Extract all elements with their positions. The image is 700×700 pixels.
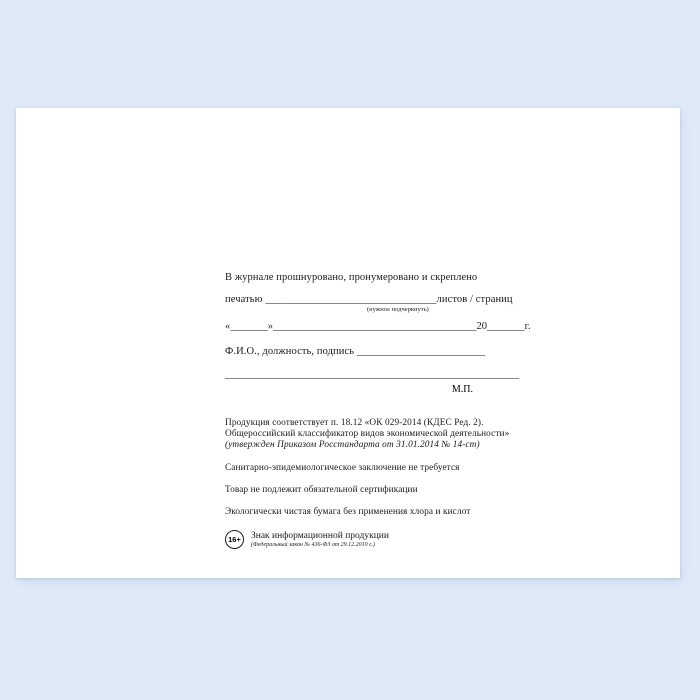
- certification-note: Товар не подлежит обязательной сертификации: [225, 485, 418, 495]
- okved-line-1: Продукция соответствует п. 18.12 «ОК 029-2014 (КДЕС Ред. 2).: [225, 418, 484, 428]
- journal-date-line: «_______»______________________________________20_______г.: [225, 321, 531, 332]
- sanitary-note: Санитарно-эпидемиологическое заключение не требуется: [225, 463, 460, 473]
- journal-line-2: печатью ________________________________листов / страниц: [225, 294, 513, 305]
- okved-line-3: (утвержден Приказом Росстандарта от 31.01.2014 № 14-ст): [225, 440, 480, 450]
- stamp-place-label: М.П.: [451, 384, 473, 395]
- okved-line-2: Общероссийский классификатор видов экономической деятельности»: [225, 429, 510, 439]
- information-mark-text: [251, 531, 389, 548]
- information-mark-row: [225, 530, 645, 549]
- journal-blank-line: _______________________________________________________: [225, 369, 520, 380]
- journal-certification-block: [225, 272, 645, 395]
- information-mark-title: Знак информационной продукции: [251, 531, 389, 541]
- journal-signature-line: Ф.И.О., должность, подпись ________________________: [225, 346, 486, 357]
- journal-line-2-note: (нужное подчеркнуть): [367, 306, 429, 313]
- eco-paper-note: Экологически чистая бумага без применения хлора и кислот: [225, 507, 471, 517]
- age-rating-icon: 16+: [225, 530, 244, 549]
- information-mark-law: (Федеральный закон № 436-ФЗ от 29.12.2010 г.): [251, 542, 375, 548]
- journal-line-1: В журнале прошнуровано, пронумеровано и скреплено: [225, 272, 478, 283]
- regulatory-notes-block: [225, 418, 645, 549]
- document-page: [16, 108, 680, 578]
- document-content: [225, 272, 645, 549]
